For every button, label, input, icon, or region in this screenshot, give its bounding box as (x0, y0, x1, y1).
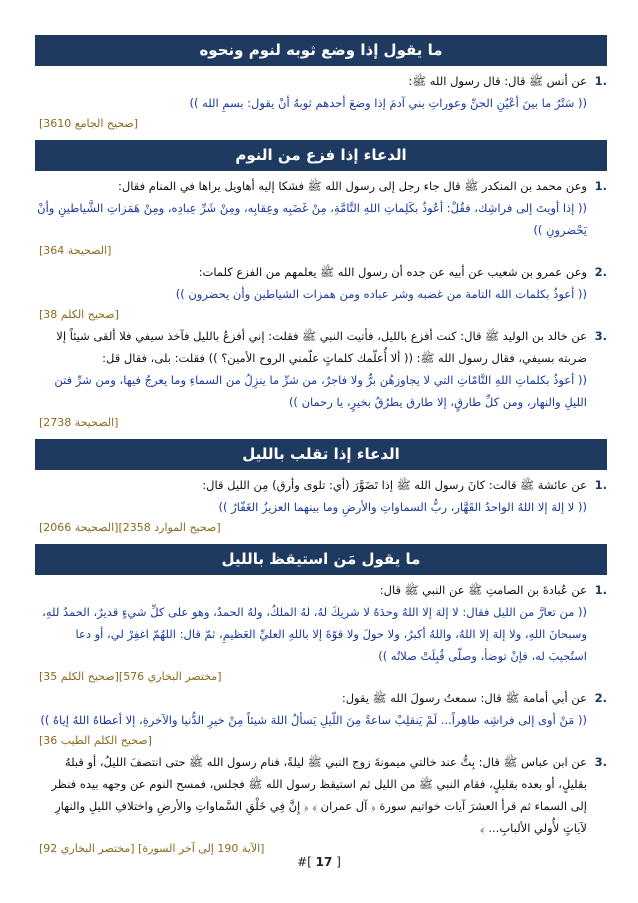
hadith-source: [صحيح الجامع 3610] (39, 117, 139, 130)
item-number: .1 (594, 478, 607, 492)
page-footer (0, 855, 638, 869)
hadith-source: [صحيح الكلم الطيب 36] (39, 734, 152, 747)
section-title: ما يقول إذا وضع ثوبه لنوم ونحوه (35, 35, 607, 66)
section-turning-at-night (35, 439, 607, 538)
hadith-source: [صحيح الموارد 2358][الصحيحة 2066] (39, 521, 221, 534)
hadith-text: عن عُبادةَ بن الصامتِ ﷺ عن النبي ﷺ قال: (379, 583, 587, 597)
hadith-text: عن أنس ﷺ قال: قال رسول الله ﷺ: (408, 74, 587, 88)
hadith-text: وعن عمرو بن شعيب عن أبيه عن جده أن رسول الله ﷺ يعلمهم من الفزع كلمات: (198, 265, 587, 279)
footer-bracket-close: ]# (297, 855, 312, 869)
hadith-item (35, 261, 607, 305)
hadith-source: [الصحيحة 2738] (39, 416, 119, 429)
section-title: الدعاء إذا فزع من النوم (35, 140, 607, 171)
hadith-source: [صحيح الكلم 38] (39, 308, 119, 321)
hadith-quote: (( مَنْ أوى إلى فراشِه طاهِراً... لَمْ يَنقلِبْ ساعةً مِنَ اللّيلِ يَسألُ اللهَ شيئاً مِنْ خيرِ الدُّنيا والآخرةِ، إلا أعطاهُ اللهُ إياهُ )) (40, 713, 587, 727)
hadith-item (35, 474, 607, 518)
hadith-source: [الآية 190 إلى آخر السورة] [مختصر البخاري 92] (39, 842, 265, 855)
hadith-quote: (( سَتْرُ ما بينَ أعْيُنِ الجنِّ وعوراتِ بني آدمَ إذا وضعَ أحدهم ثوبهُ أنْ يقول: بسمِ الله )) (189, 96, 587, 110)
page-number: 17 (315, 855, 333, 869)
item-number: .1 (594, 179, 607, 193)
hadith-text: وعن محمد بن المنكدر ﷺ قال جاء رجل إلى رسول الله ﷺ فشكا إليه أهاويل يراها في المنام فقال: (118, 179, 587, 193)
hadith-item (35, 175, 607, 241)
hadith-text: عن أبي أمامة ﷺ قال: سمعتُ رسولَ الله ﷺ يقول: (341, 691, 587, 705)
item-number: .1 (594, 74, 607, 88)
section-waking-at-night (35, 544, 607, 859)
item-number: .3 (594, 329, 607, 343)
section-sleep-undress (35, 35, 607, 134)
hadith-item (35, 70, 607, 114)
section-title: ما يقول مَن استيقظ بالليل (35, 544, 607, 575)
hadith-source: [مختصر البخاري 576][صحيح الكلم 35] (39, 670, 222, 683)
section-title: الدعاء إذا تقلب بالليل (35, 439, 607, 470)
hadith-text: عن عائشة ﷺ قالت: كانَ رسول الله ﷺ إذا تَضَوَّرَ (أي: تلوى وأرق) مِن الليل قال: (202, 478, 587, 492)
hadith-quote: (( أعوذُ بكلمات الله التامة من غضبه وشر عباده ومن همزات الشياطين وأن يحضرون )) (175, 287, 587, 301)
hadith-source: [الصحيحة 364] (39, 244, 112, 257)
hadith-quote: (( أعوذُ بكلماتِ اللهِ التَّامّاتِ التي لا يجاوزهُن برٌّ ولا فاجرٌ، من شرِّ ما ينزِلُ من السماءِ وما يعرجُ فيها، ومن شرِّ فتن الليلِ والنهار، ومن كلِّ طارقٍ، إلا طارق يطرُقُ بخيرٍ، يا رحمان )) (54, 373, 587, 409)
item-number: .2 (594, 691, 607, 705)
hadith-quote: (( لا إلهَ إلا اللهُ الواحدُ القَهَّار، ربُّ السماواتِ والأرضِ وما بينهما العزيزُ الغَفّارُ )) (218, 500, 587, 514)
item-number: .1 (594, 583, 607, 597)
footer-bracket-open: [ (336, 855, 341, 869)
hadith-text: عن خالد بن الوليد ﷺ قال: كنت أفزع بالليل، فأتيت النبي ﷺ فقلت: إني أفزعُ بالليل فآخذ سيفي فلا ألقى شيئاً إلا ضربته بسيفي، فقال رسول الله ﷺ: (( ألا أُعلّمك كلماتٍ علّمني الروح الأمين؟ )) فقلت: بلى، فقال قل: (56, 329, 587, 365)
hadith-quote: (( إذا أويتَ إلى فراشِك، فقُلْ: أعُوذُ بكَلِماتِ اللهِ التَّامَّةِ، مِنْ غَضَبِه وعِقابِه، ومِنْ شَرِّ عِبادِه، ومِنْ هَمَزاتِ الشَّياطينِ وأنْ يَحْضرونِ )) (37, 201, 587, 237)
hadith-item (35, 687, 607, 731)
document-page (35, 35, 607, 865)
hadith-item (35, 325, 607, 413)
item-number: .2 (594, 265, 607, 279)
item-number: .3 (594, 755, 607, 769)
hadith-item (35, 751, 607, 839)
section-fright (35, 140, 607, 433)
hadith-text: عن ابن عباس ﷺ قال: بِتُّ عند خالتي ميمونةَ زوج النبي ﷺ ليلةً، فنام رسول الله ﷺ حتى انتصفَ الليلُ، أو قبلهُ بقليلٍ، أو بعده بقليلٍ، فقام النبي ﷺ من الليل ثم استيقظ رسول الله ﷺ فجلس، فمسح النوم عن وجهه بيده فنظر إلى السماء ثم قرأ العشرَ آيات خواتيم سورة ﴿ آل عمران ﴾ ﴿ إِنَّ فِي خَلْقِ السَّماواتِ والأرضِ واختلافِ الليلِ والنهارِ لآياتٍ لأُولي الألبابِ... ﴾ (51, 755, 587, 835)
hadith-item (35, 579, 607, 667)
hadith-quote: (( من تعارَّ من الليل فقال: لا إلهَ إلا اللهُ وحدَهُ لا شريكَ لهُ، لهُ الملكُ، ولهُ الحمدُ، وهو على كلِّ شيءٍ قديرٌ، الحمدُ للهِ، وسبحانَ اللهِ، ولا إلهَ إلا اللهُ، واللهُ أكبرُ، ولا حولَ ولا قوّةَ إلا باللهِ العليِّ العَظيمِ، ثمّ قال: اللهُمّ اغفِرْ لي، أو دعا استُجيبَ له، فإنْ توضأ، وصلّى قُبِلَتْ صلاتُه )) (42, 605, 587, 663)
